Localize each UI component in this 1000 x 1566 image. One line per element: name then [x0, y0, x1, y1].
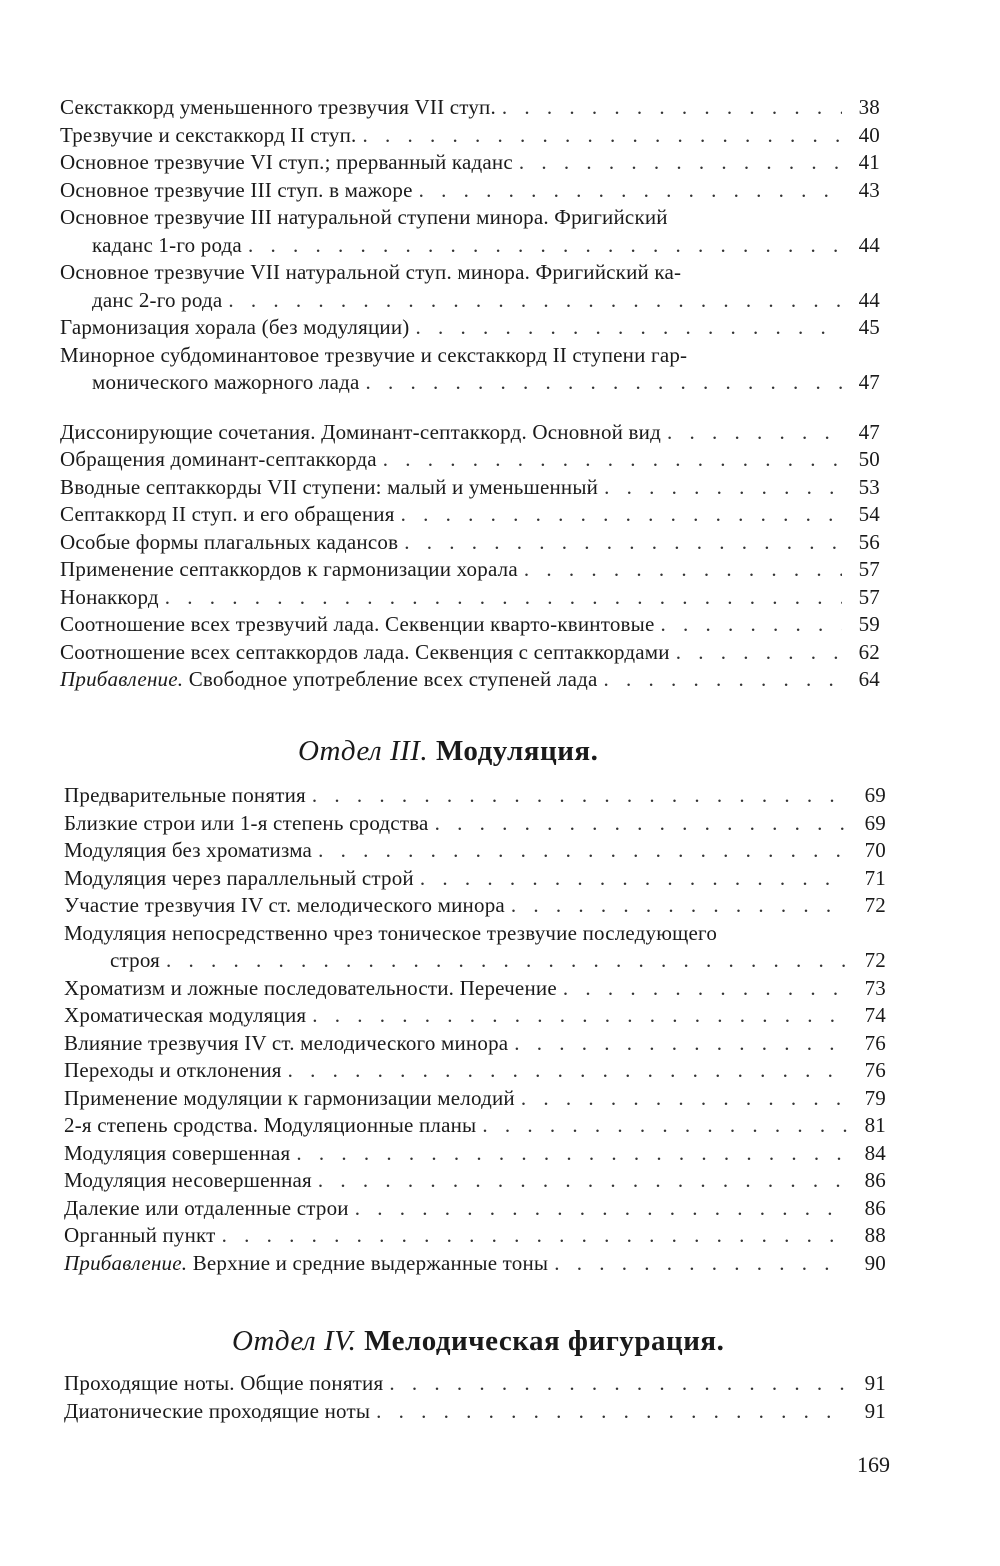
- toc-entry-title: Секстаккорд уменьшенного трезвучия VII ступ.: [60, 95, 496, 119]
- toc-entry-page: 41: [858, 150, 880, 174]
- dot-leader: [296, 1140, 848, 1168]
- toc-entry-title: Влияние трезвучия IV ст. мелодического минора: [64, 1030, 509, 1055]
- toc-entry: [64, 1167, 886, 1195]
- toc-entry-title: Модуляция совершенная: [64, 1140, 291, 1165]
- dot-leader: [563, 975, 848, 1003]
- toc-entry: [64, 810, 886, 838]
- toc-entry: [60, 611, 880, 639]
- spacer: [60, 397, 880, 419]
- toc-entry-title: Хроматическая модуляция: [64, 1003, 307, 1027]
- toc-entry: [60, 446, 880, 474]
- dot-leader: [415, 314, 842, 342]
- toc-entry-page: 91: [864, 1398, 886, 1423]
- toc-entry-page: 47: [858, 370, 880, 394]
- toc-entry-title-line1: Основное трезвучие VII натуральной ступ. минора. Фригийский ка-: [60, 260, 682, 284]
- toc-entry-title: Модуляция без хроматизма: [64, 838, 313, 862]
- dot-leader: [519, 149, 842, 177]
- toc-entry-title: Модуляция несовершенная: [64, 1168, 312, 1192]
- toc-entry-title-line1: Минорное субдоминантовое трезвучие и секстаккорд II ступени гар-: [60, 342, 688, 367]
- toc-block-section3: [64, 782, 886, 1277]
- dot-leader: [404, 529, 842, 557]
- toc-entry: [60, 149, 880, 177]
- toc-entry-page: 74: [864, 1003, 886, 1027]
- dot-leader: [166, 947, 848, 975]
- toc-entry-page: 72: [864, 893, 886, 917]
- toc-entry-page: 73: [864, 975, 886, 1000]
- toc-entry-title: Далекие или отдаленные строи: [64, 1195, 349, 1220]
- toc-entry-prefix: Прибавление.: [64, 1250, 188, 1275]
- toc-entry: [64, 892, 886, 920]
- dot-leader: [376, 1398, 848, 1426]
- toc-entry: [64, 1195, 886, 1223]
- toc-entry: [60, 342, 880, 397]
- toc-entry-title: [64, 1250, 554, 1278]
- toc-entry-title: 2-я степень сродства. Модуляционные планы: [64, 1113, 477, 1137]
- toc-entry-continuation: [60, 369, 880, 397]
- toc-entry-page: 76: [864, 1030, 886, 1055]
- dot-leader: [312, 782, 848, 810]
- toc-entry-page: 86: [864, 1168, 886, 1192]
- toc-entry-title-line2: строя: [110, 948, 161, 972]
- section-label: Отдел IV.: [232, 1325, 357, 1357]
- toc-entry-page: 57: [858, 584, 880, 609]
- toc-entry-title: Переходы и отклонения: [64, 1058, 282, 1082]
- toc-entry-title: Соотношение всех трезвучий лада. Секвенции кварто-квинтовые: [60, 612, 655, 636]
- toc-entry-page: 44: [858, 232, 880, 257]
- toc-entry: [60, 501, 880, 529]
- toc-entry: [64, 920, 886, 975]
- toc-entry-title: Гармонизация хорала (без модуляции): [60, 315, 410, 339]
- toc-entry-page: 38: [858, 95, 880, 119]
- toc-entry-title: Основное трезвучие VI ступ.; прерванный каданс: [60, 150, 513, 174]
- toc-entry-page: 71: [864, 865, 886, 890]
- toc-entry: [64, 975, 886, 1003]
- toc-entry-page: 69: [864, 783, 886, 807]
- toc-entry-continuation: [60, 232, 880, 260]
- toc-entry-page: 88: [864, 1223, 886, 1247]
- dot-leader: [604, 666, 842, 694]
- toc-entry-title-text: Свободное употребление всех ступеней лада: [188, 667, 598, 691]
- toc-entry-page: 76: [864, 1058, 886, 1082]
- toc-entry: [64, 837, 886, 865]
- toc-entry-title: Хроматизм и ложные последовательности. Перечение: [64, 975, 557, 1000]
- toc-entry-title: Основное трезвучие III ступ. в мажоре: [60, 177, 413, 202]
- toc-entry-title: Соотношение всех септаккордов лада. Секвенция с септаккордами: [60, 639, 670, 664]
- toc-entry-title-text: Верхние и средние выдержанные тоны: [192, 1250, 549, 1275]
- dot-leader: [318, 837, 848, 865]
- dot-leader: [366, 369, 842, 397]
- toc-entry-page: 40: [858, 122, 880, 147]
- toc-entry: [60, 419, 880, 447]
- toc-entry-page: 57: [858, 557, 880, 581]
- dot-leader: [165, 584, 842, 612]
- toc-entry: [64, 865, 886, 893]
- page-number: 169: [857, 1452, 890, 1477]
- toc-entry: [64, 1222, 886, 1250]
- toc-entry-page: 70: [864, 838, 886, 862]
- toc-entry: [64, 1002, 886, 1030]
- toc-entry-title-line2: монического мажорного лада: [92, 370, 360, 394]
- toc-entry-title: Особые формы плагальных кадансов: [60, 529, 399, 554]
- dot-leader: [355, 1195, 848, 1223]
- toc-entry-title: Проходящие ноты. Общие понятия: [64, 1371, 384, 1395]
- toc-entry-page: 72: [864, 948, 886, 972]
- toc-entry-page: 81: [864, 1113, 886, 1137]
- toc-entry: [60, 639, 880, 667]
- toc-entry-title: Вводные септаккорды VII ступени: малый и уменьшенный: [60, 474, 599, 499]
- dot-leader: [667, 419, 842, 447]
- toc-entry-title: Предварительные понятия: [64, 783, 306, 807]
- section-label: Отдел III.: [298, 735, 429, 767]
- toc-entry-title: Диссонирующие сочетания. Доминант-септаккорд. Основной вид: [60, 419, 661, 444]
- toc-entry-title: Близкие строи или 1-я степень сродства: [64, 810, 429, 835]
- dot-leader: [288, 1057, 848, 1085]
- toc-block-section4: [64, 1370, 886, 1425]
- toc-entry-page: 44: [858, 287, 880, 312]
- toc-entry-page: 47: [858, 419, 880, 444]
- toc-entry: [60, 177, 880, 205]
- toc-entry: [64, 1057, 886, 1085]
- dot-leader: [419, 177, 842, 205]
- dot-leader: [312, 1002, 848, 1030]
- dot-leader: [676, 639, 842, 667]
- toc-entry-title: Органный пункт: [64, 1223, 216, 1247]
- toc-entry-page: 56: [858, 529, 880, 554]
- toc-entry: [60, 556, 880, 584]
- dot-leader: [514, 1030, 848, 1058]
- dot-leader: [524, 556, 842, 584]
- toc-block-top: [60, 94, 880, 694]
- toc-entry-title: Участие трезвучия IV ст. мелодического минора: [64, 893, 505, 917]
- section-heading-4: [232, 1325, 724, 1358]
- dot-leader: [248, 232, 842, 260]
- toc-entry-page: 79: [864, 1085, 886, 1110]
- dot-leader: [318, 1167, 848, 1195]
- dot-leader: [228, 287, 842, 315]
- dot-leader: [482, 1112, 848, 1140]
- toc-entry: [60, 529, 880, 557]
- toc-entry-page: 84: [864, 1140, 886, 1165]
- toc-entry: [64, 782, 886, 810]
- toc-entry: [60, 94, 880, 122]
- toc-entry-page: 54: [858, 502, 880, 526]
- toc-entry-continuation: [64, 947, 886, 975]
- toc-entry: [64, 1030, 886, 1058]
- dot-leader: [660, 611, 842, 639]
- toc-entry-continuation: [60, 287, 880, 315]
- dot-leader: [362, 122, 842, 150]
- toc-entry-page: 43: [858, 177, 880, 202]
- dot-leader: [420, 865, 848, 893]
- toc-entry: [60, 474, 880, 502]
- dot-leader: [604, 474, 842, 502]
- toc-entry-title-line1: Модуляция непосредственно чрез тоническое трезвучие последующего: [64, 920, 718, 945]
- section-name: Мелодическая фигурация.: [364, 1325, 725, 1357]
- toc-entry-title-line2: каданс 1-го рода: [92, 232, 242, 257]
- toc-entry: [60, 259, 880, 314]
- toc-entry: [60, 584, 880, 612]
- section-heading-3: [298, 735, 598, 768]
- toc-entry: [60, 666, 880, 694]
- toc-entry: [60, 122, 880, 150]
- toc-entry-title: Диатонические проходящие ноты: [64, 1398, 371, 1423]
- toc-entry-page: 53: [858, 474, 880, 499]
- toc-entry-page: 62: [858, 639, 880, 664]
- toc-entry-title: Нонаккорд: [60, 584, 159, 609]
- toc-entry-title: Применение модуляции к гармонизации мелодий: [64, 1085, 515, 1110]
- toc-entry-page: 59: [858, 612, 880, 636]
- toc-entry-page: 69: [864, 810, 886, 835]
- dot-leader: [554, 1250, 848, 1278]
- toc-entry-title: Трезвучие и секстаккорд II ступ.: [60, 122, 357, 147]
- dot-leader: [389, 1370, 848, 1398]
- toc-entry-prefix: Прибавление.: [60, 667, 184, 691]
- toc-entry-title-line1: Основное трезвучие III натуральной ступени минора. Фригийский: [60, 205, 668, 229]
- toc-entry: [64, 1250, 886, 1278]
- toc-entry-title-line2: данс 2-го рода: [92, 287, 223, 312]
- toc-entry-page: 91: [864, 1371, 886, 1395]
- toc-entry-title: [60, 666, 604, 694]
- toc-entry-page: 90: [864, 1250, 886, 1275]
- toc-entry: [64, 1085, 886, 1113]
- toc-entry: [60, 314, 880, 342]
- toc-entry-title: Обращения доминант-септаккорда: [60, 447, 377, 471]
- toc-entry-page: 86: [864, 1195, 886, 1220]
- dot-leader: [521, 1085, 848, 1113]
- dot-leader: [401, 501, 842, 529]
- toc-entry: [64, 1112, 886, 1140]
- toc-entry: [64, 1398, 886, 1426]
- toc-entry-title: Септаккорд II ступ. и его обращения: [60, 502, 395, 526]
- toc-entry-page: 64: [858, 667, 880, 691]
- section-name: Модуляция.: [435, 735, 599, 767]
- dot-leader: [435, 810, 848, 838]
- dot-leader: [511, 892, 848, 920]
- dot-leader: [502, 94, 842, 122]
- dot-leader: [222, 1222, 848, 1250]
- toc-entry-title: Модуляция через параллельный строй: [64, 865, 414, 890]
- toc-entry-title: Применение септаккордов к гармонизации хорала: [60, 557, 518, 581]
- toc-entry: [64, 1370, 886, 1398]
- toc-entry-page: 45: [858, 315, 880, 339]
- toc-entry: [64, 1140, 886, 1168]
- dot-leader: [383, 446, 842, 474]
- toc-entry: [60, 204, 880, 259]
- toc-entry-page: 50: [858, 447, 880, 471]
